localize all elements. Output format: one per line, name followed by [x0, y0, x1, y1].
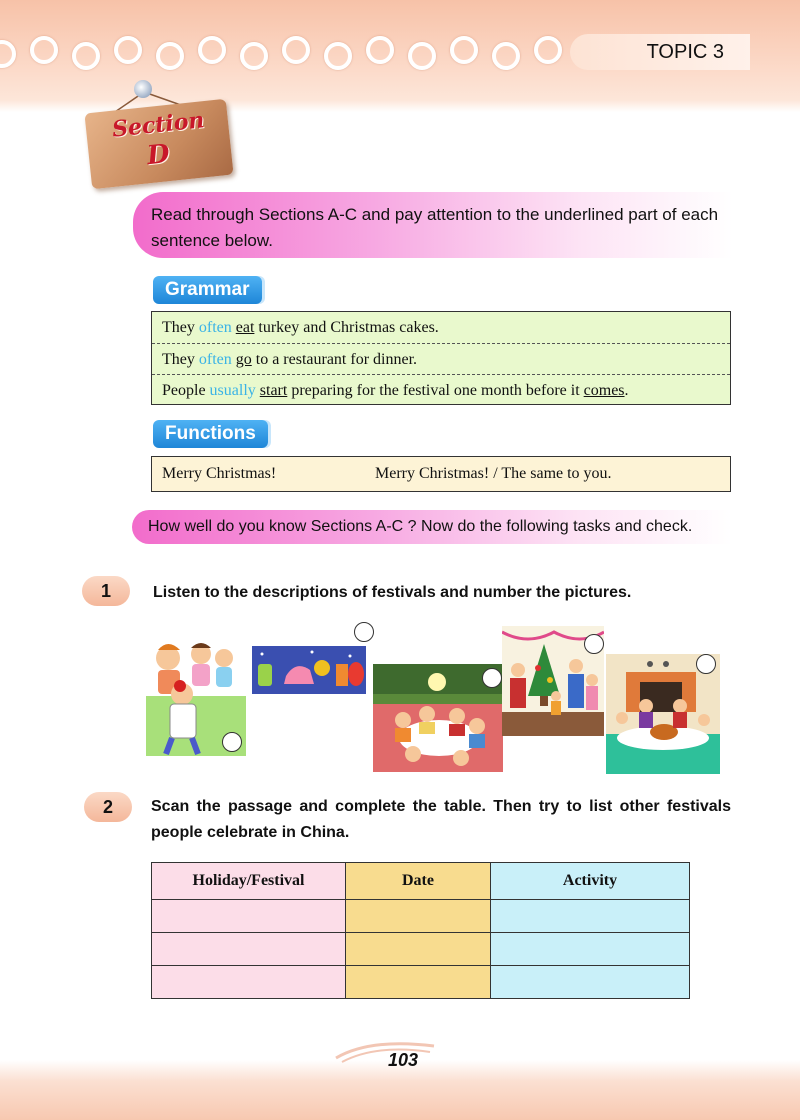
- picture-dancing: [146, 636, 246, 756]
- functions-label: Functions: [153, 420, 268, 448]
- section-sign: [84, 99, 233, 189]
- instruction-text: Read through Sections A-C and pay attention to the underlined part of each sentence below.: [151, 205, 719, 250]
- functions-box: [151, 456, 731, 492]
- table-row: [152, 966, 690, 999]
- table-cell[interactable]: [346, 900, 491, 933]
- table-cell[interactable]: [152, 900, 346, 933]
- topic-label: TOPIC 3: [570, 34, 750, 70]
- table-cell[interactable]: [152, 966, 346, 999]
- section-sign-title: Section: [110, 107, 206, 143]
- answer-circle[interactable]: [222, 732, 242, 752]
- header-activity: Activity: [491, 863, 690, 900]
- task-1-text: Listen to the descriptions of festivals and number the pictures.: [153, 584, 632, 601]
- answer-circle[interactable]: [696, 654, 716, 674]
- decorative-rings: [0, 36, 558, 72]
- functions-greeting: Merry Christmas!: [162, 465, 277, 482]
- instruction-banner: [133, 192, 733, 258]
- picture-lanterns: [252, 646, 366, 694]
- functions-reply: Merry Christmas! / The same to you.: [375, 465, 612, 482]
- table-cell[interactable]: [346, 933, 491, 966]
- task-1-number: 1: [82, 576, 130, 606]
- table-cell[interactable]: [346, 966, 491, 999]
- task-2-text: Scan the passage and complete the table. Then try to list other festivals people celebrate in China.: [151, 798, 731, 841]
- grammar-sentence-1: They often eat turkey and Christmas cakes.: [162, 319, 439, 336]
- grammar-sentence-2: They often go to a restaurant for dinner.: [152, 343, 730, 374]
- table-row: [152, 900, 690, 933]
- header-holiday-festival: Holiday/Festival: [152, 863, 346, 900]
- page-number: 103: [387, 1050, 419, 1070]
- table-cell[interactable]: [491, 966, 690, 999]
- section-sign-letter: D: [145, 139, 172, 172]
- answer-circle[interactable]: [482, 668, 502, 688]
- grammar-label: Grammar: [153, 276, 262, 304]
- table-header-row: [152, 863, 690, 900]
- festival-table: [151, 862, 690, 999]
- table-cell[interactable]: [491, 900, 690, 933]
- answer-circle[interactable]: [354, 622, 374, 642]
- grammar-box: [151, 311, 731, 405]
- table-cell[interactable]: [152, 933, 346, 966]
- picture-turkey-dinner: [606, 654, 720, 774]
- header-date: Date: [346, 863, 491, 900]
- table-row: [152, 933, 690, 966]
- task-2-number: 2: [84, 792, 132, 822]
- grammar-sentence-3: People usually start preparing for the festival one month before it comes.: [152, 374, 730, 405]
- check-text: How well do you know Sections A-C ? Now do the following tasks and check.: [148, 518, 693, 535]
- pin-icon: [134, 80, 152, 98]
- answer-circle[interactable]: [584, 634, 604, 654]
- check-banner: [132, 510, 732, 544]
- table-cell[interactable]: [491, 933, 690, 966]
